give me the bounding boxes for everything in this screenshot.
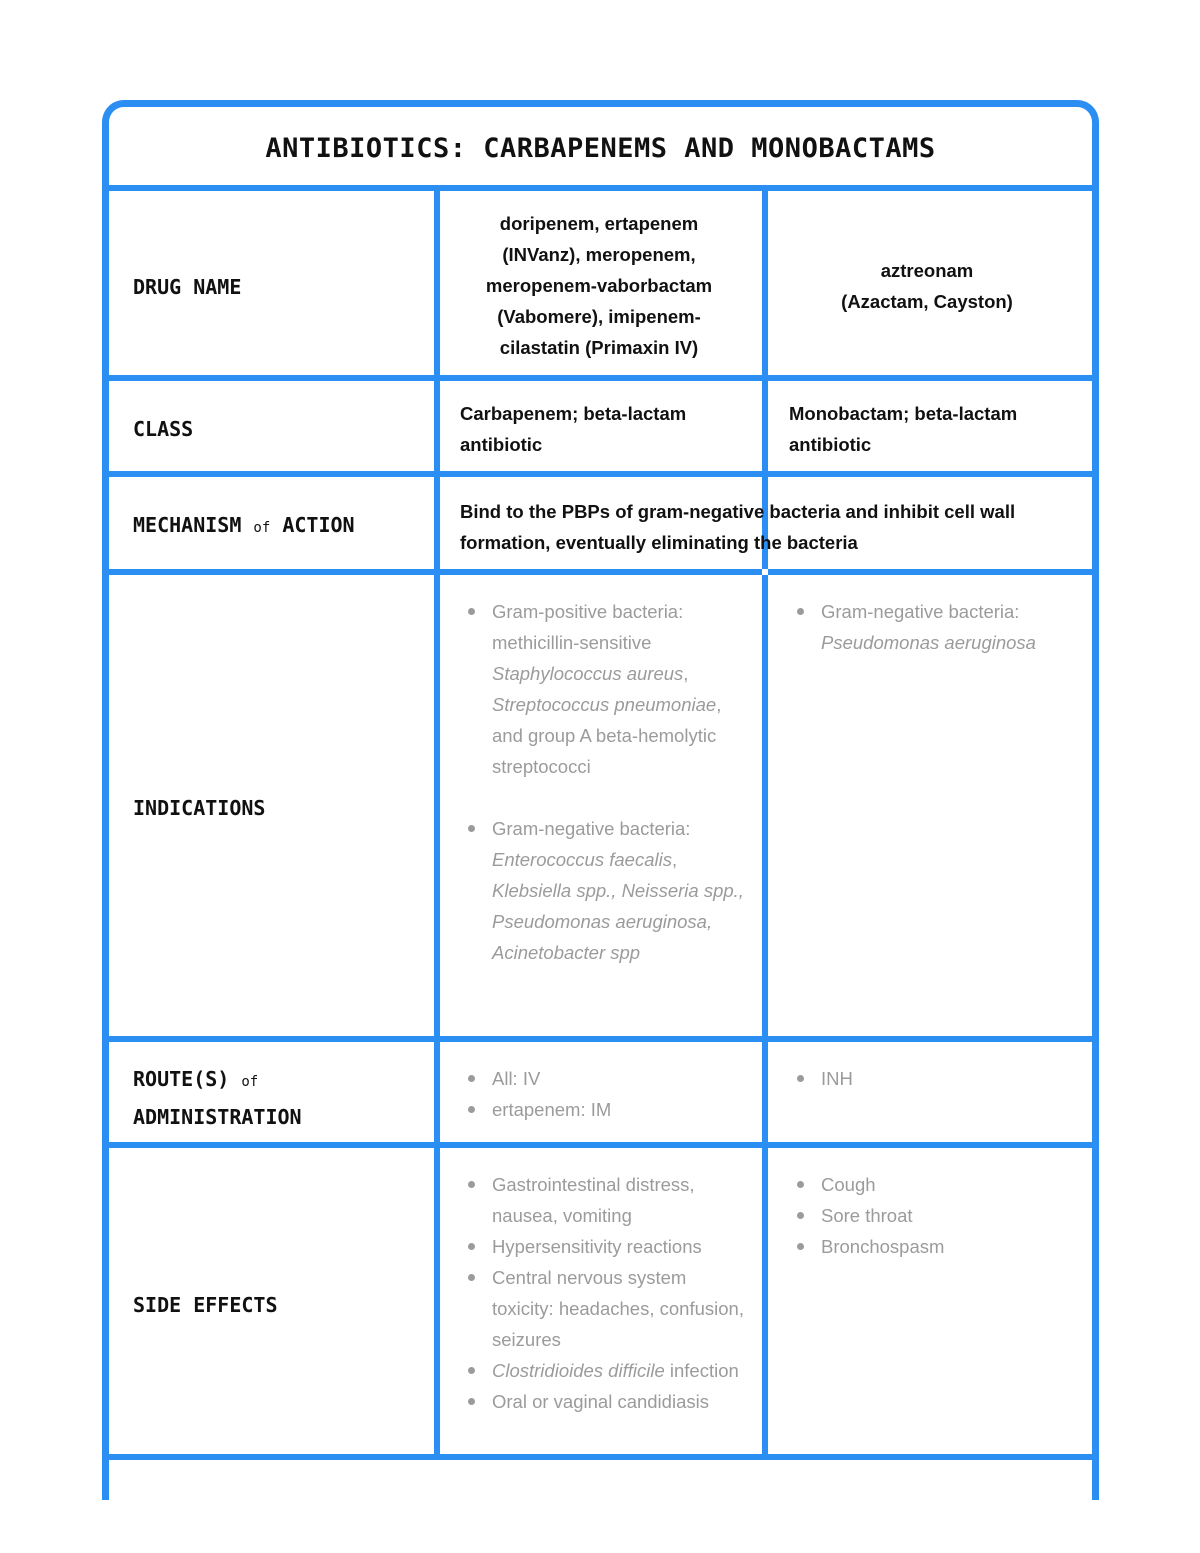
label-side-effects: SIDE EFFECTS	[133, 1293, 278, 1317]
divider-drug-name	[109, 375, 1092, 381]
divider-indications	[109, 1036, 1092, 1042]
list-item: Clostridioides difficile infection	[464, 1355, 744, 1386]
label-mechanism-b: ACTION	[282, 513, 355, 537]
list-item: Gram-negative bacteria: Pseudomonas aeruginosa	[793, 596, 1078, 658]
carbapenem-indications	[464, 596, 744, 968]
list-item: Central nervous system toxicity: headaches, confusion, seizures	[464, 1262, 744, 1355]
mechanism-merge	[762, 569, 768, 575]
label-mechanism	[133, 508, 355, 545]
divider-col-2b	[762, 569, 768, 1460]
label-mechanism-of: of	[253, 520, 271, 536]
list-item: Gram-negative bacteria: Enterococcus faecalis, Klebsiella spp., Neisseria spp., Pseudomonas aeruginosa, Acinetobacter spp	[464, 813, 744, 968]
divider-col-1	[434, 185, 440, 1460]
mechanism-text: Bind to the PBPs of gram-negative bacteria and inhibit cell wall formation, eventually eliminating the bacteria	[460, 501, 1016, 553]
list-item: Sore throat	[793, 1200, 1073, 1231]
list-item: All: IV	[464, 1063, 744, 1094]
label-indications: INDICATIONS	[133, 796, 266, 820]
label-routes-b: ADMINISTRATION	[133, 1105, 302, 1129]
title-row	[109, 107, 1092, 189]
monobactam-routes	[793, 1063, 1073, 1094]
monobactam-indications	[793, 596, 1078, 658]
divider-class	[109, 471, 1092, 477]
carbapenem-side-effects	[464, 1169, 744, 1417]
label-routes-of: of	[241, 1074, 259, 1090]
monobactam-class: Monobactam; beta-lactam antibiotic	[789, 403, 1018, 455]
monobactam-drug-names	[789, 255, 1065, 317]
list-item: Gastrointestinal distress, nausea, vomiting	[464, 1169, 744, 1231]
monobactam-side-effects	[793, 1169, 1073, 1262]
list-item: Bronchospasm	[793, 1231, 1073, 1262]
label-routes	[133, 1062, 302, 1135]
divider-routes	[109, 1142, 1092, 1148]
carbapenem-routes	[464, 1063, 744, 1125]
list-item: ertapenem: IM	[464, 1094, 744, 1125]
list-item: Gram-positive bacteria: methicillin-sensitive Staphylococcus aureus, Streptococcus pneumoniae, and group A beta-hemolytic streptococci	[464, 596, 744, 782]
drug-table	[102, 100, 1099, 1500]
carbapenem-drug-names: doripenem, ertapenem (INVanz), meropenem, meropenem-vaborbactam (Vabomere), imipenem-cilastatin (Primaxin IV)	[485, 213, 713, 358]
list-item: Cough	[793, 1169, 1073, 1200]
list-item: Hypersensitivity reactions	[464, 1231, 744, 1262]
list-item: INH	[793, 1063, 1073, 1094]
monobactam-generic: aztreonam	[880, 260, 974, 281]
monobactam-brands: (Azactam, Cayston)	[841, 291, 1013, 312]
label-routes-a: ROUTE(S)	[133, 1067, 230, 1091]
page-title: ANTIBIOTICS: CARBAPENEMS AND MONOBACTAMS	[265, 132, 936, 164]
divider-side-effects	[109, 1454, 1092, 1460]
list-item: Oral or vaginal candidiasis	[464, 1386, 744, 1417]
label-drug-name: DRUG NAME	[133, 275, 242, 299]
divider-title	[109, 185, 1092, 191]
label-class: CLASS	[133, 417, 194, 441]
label-mechanism-a: MECHANISM	[133, 513, 242, 537]
divider-mechanism	[109, 569, 1092, 575]
carbapenem-class: Carbapenem; beta-lactam antibiotic	[460, 403, 687, 455]
